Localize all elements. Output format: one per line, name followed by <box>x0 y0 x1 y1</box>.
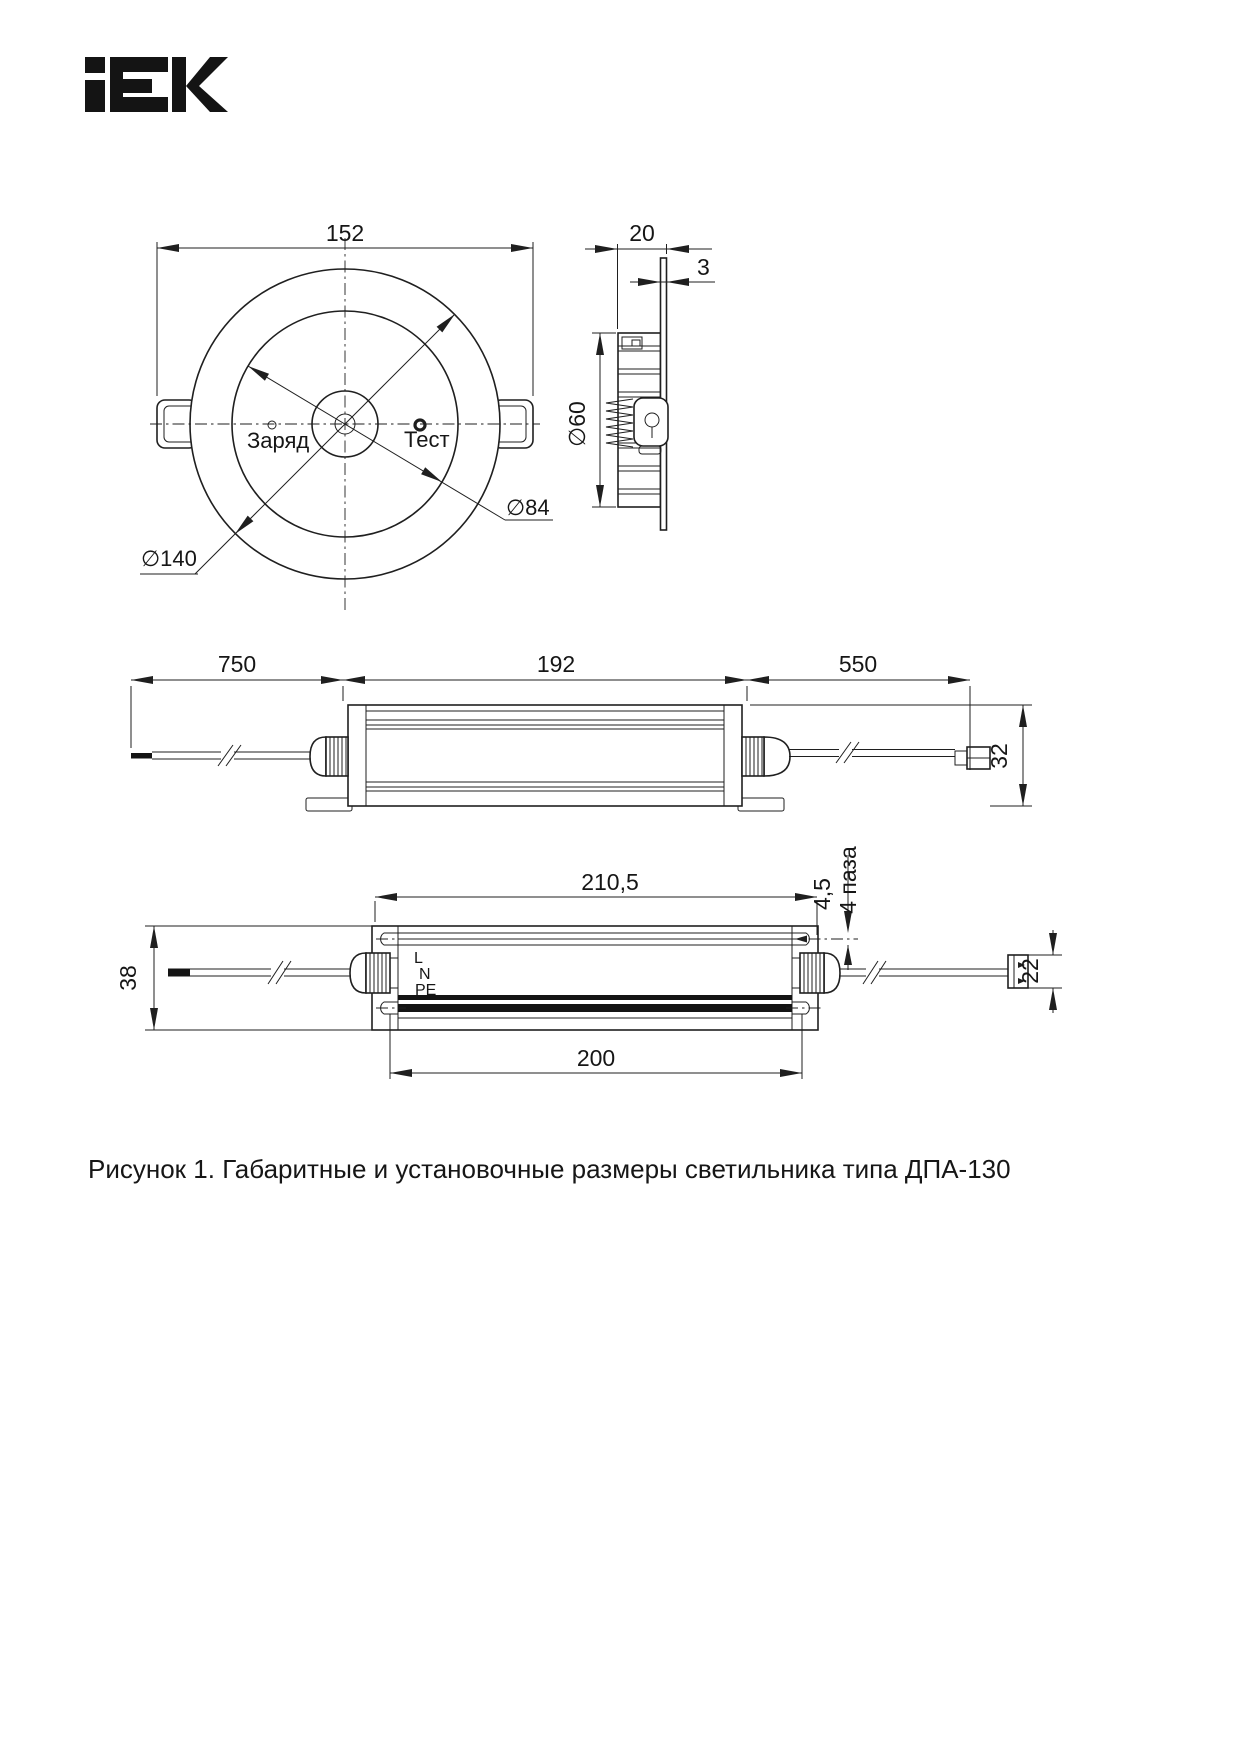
slot-count-label: 4 паза <box>835 846 861 914</box>
output-cable <box>789 742 990 769</box>
dim-label-dia84: ∅84 <box>506 495 550 520</box>
driver-foot-right <box>738 798 784 811</box>
driver-body-top <box>372 926 818 1030</box>
dim-label-210-5: 210,5 <box>581 869 639 895</box>
gland-right-top <box>792 953 840 993</box>
trim-flange <box>661 258 667 530</box>
dim-label-200: 200 <box>576 1045 616 1071</box>
dim-20 <box>585 220 712 329</box>
dim-label-38: 38 <box>115 965 141 991</box>
input-cable-top <box>168 961 351 984</box>
dim-label-dia60: ∅60 <box>564 401 590 447</box>
dim-3 <box>630 254 715 286</box>
iek-logo <box>85 57 228 112</box>
cable-gland-right <box>742 737 790 776</box>
dim-label-3: 3 <box>697 254 710 280</box>
dim-32 <box>750 705 1032 806</box>
test-label: Тест <box>404 427 450 452</box>
stripped-wire-tip-top <box>168 969 190 977</box>
dim-label-192: 192 <box>536 651 576 677</box>
dim-38 <box>115 926 372 1030</box>
stripped-wire-tip <box>131 753 152 759</box>
dim-label-20: 20 <box>629 220 655 246</box>
dim-210-5 <box>375 869 817 935</box>
dim-dia60 <box>564 333 616 507</box>
gland-left-top <box>350 953 398 993</box>
dim-label-4-5: 4,5 <box>809 878 835 910</box>
figure-caption: Рисунок 1. Габаритные и установочные размеры светильника типа ДПА-130 <box>88 1154 1011 1184</box>
driver-top-view <box>115 846 1062 1079</box>
input-cable <box>131 745 311 766</box>
dim-label-dia140: ∅140 <box>141 546 197 571</box>
charge-label: Заряд <box>247 428 310 453</box>
dim-22 <box>1017 930 1062 1013</box>
terminal-l-label: L <box>414 950 423 967</box>
output-cable-top <box>839 955 1028 988</box>
dim-label-22: 22 <box>1017 958 1043 984</box>
dim-label-750: 750 <box>217 651 257 677</box>
spring-clip <box>634 398 668 446</box>
cable-gland-left <box>310 737 348 776</box>
dim-label-550: 550 <box>838 651 878 677</box>
dim-label-152: 152 <box>325 220 365 246</box>
terminal-pe-label: PE <box>415 982 437 999</box>
driver-side-view <box>131 651 1032 811</box>
terminal-n-label: N <box>419 966 431 983</box>
driver-foot-left <box>306 798 352 811</box>
dim-label-32: 32 <box>986 743 1012 769</box>
front-view <box>140 220 553 612</box>
side-view <box>564 220 715 530</box>
